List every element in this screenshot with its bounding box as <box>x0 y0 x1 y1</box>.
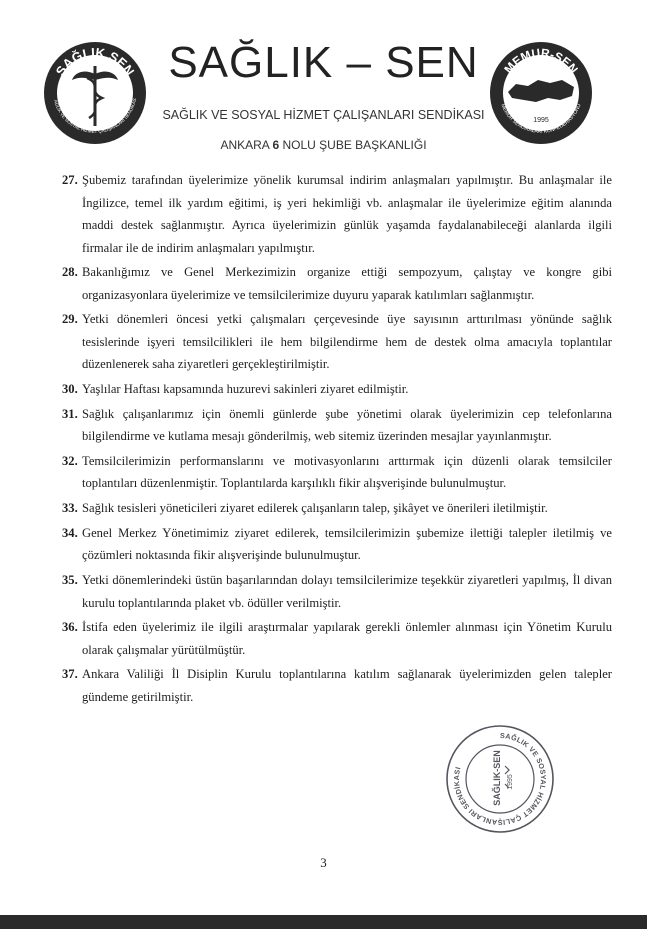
item-text: Yetki dönemlerindeki üstün başarılarından dolayı temsilcilerimize teşekkür ziyaretleri yapılmış, İl divan kurulu toplantılarında plaket vb. ödüller verilmiştir. <box>82 573 612 610</box>
list-item <box>62 378 612 401</box>
list-item <box>62 663 612 708</box>
branch-suffix: NOLU ŞUBE BAŞKANLIĞI <box>279 138 427 152</box>
item-text: Bakanlığımız ve Genel Merkezimizin organize ettiği sempozyum, çalıştay ve kongre gibi organizasyonlara üyelerimize ve temsilcilerimize duyuru yaparak katılımları sağlanmıştır. <box>82 265 612 302</box>
item-text: Temsilcilerimizin performanslarını ve motivasyonlarını arttırmak için düzenli olarak temsilciler toplantıları düzenlenmiştir. Toplantılarda karşılıklı fikir alışverişinde bulunulmuştur. <box>82 453 612 491</box>
scan-bottom-edge <box>0 915 647 929</box>
item-number: 34. <box>62 525 78 540</box>
list-item <box>62 308 612 376</box>
item-number: 28. <box>62 265 78 280</box>
list-item <box>62 497 612 520</box>
stamp-center-text: SAĞLIK-SEN <box>492 750 502 806</box>
item-number: 33. <box>62 501 78 516</box>
item-text: Yaşlılar Haftası kapsamında huzurevi sakinleri ziyaret edilmiştir. <box>82 382 409 397</box>
branch-number: 6 <box>272 138 280 152</box>
list-item <box>62 169 612 259</box>
right-logo-year: 1995 <box>533 117 549 124</box>
list-item <box>62 616 612 661</box>
item-number: 32. <box>62 453 78 468</box>
item-number: 30. <box>62 382 78 397</box>
saglik-sen-logo <box>42 40 148 146</box>
item-number: 29. <box>62 312 78 327</box>
right-logo-top-text: MEMUR-SEN <box>501 45 581 77</box>
item-number: 37. <box>62 667 78 682</box>
union-subtitle: SAĞLIK VE SOSYAL HİZMET ÇALIŞANLARI SENDİKASI <box>162 108 485 122</box>
stamp-year: 1995 <box>507 774 514 790</box>
left-logo-ring-text: AĞLIK VE SOSYAL HİZMET ÇALIŞANLARI SENDİKAS <box>53 97 138 134</box>
right-logo-ring-text: MEMUR SENDİKALARI KONFEDERASYONU <box>499 103 583 135</box>
item-number: 36. <box>62 620 78 635</box>
left-logo-top-text: SAĞLIK SEN <box>52 44 138 79</box>
item-text: Genel Merkez Yönetimimiz ziyaret edilerek, temsilcilerimizin şubemize ilettiği talepler iletilmiş ve çözümleri noktasında fikir alışverişinde bulunulmuştur. <box>82 525 612 563</box>
list-item <box>62 569 612 614</box>
item-text: İstifa eden üyelerimiz ile ilgili araştırmalar yapılarak gerekli önlemler alınması için Yönetim Kurulu olarak çalışmalar yürütülmüştür. <box>82 620 612 657</box>
branch-name <box>150 138 497 152</box>
item-text: Şubemiz tarafından üyelerimize yönelik kurumsal indirim anlaşmaları yapılmıştır. Bu anlaşmalar ile İngilizce, temel ilk yardım eğitimi, iş yeri hekimliği vb. anlaşmalar ile üyelerimize eğitim alanında maddi destek sağlanmıştır. Ayrıca üyelerimizin günlük yaşamda faydalanabileceği alanlarda ilgili firmalar ile de indirim anlaşmaları yapılmıştır. <box>82 173 612 255</box>
list-item <box>62 403 612 448</box>
memur-sen-logo <box>488 40 594 146</box>
list-item <box>62 261 612 306</box>
list-item <box>62 450 612 495</box>
page-number: 3 <box>320 855 327 870</box>
item-text: Yetki dönemleri öncesi yetki çalışmaları çerçevesinde üye sayısının arttırılması yönünde sağlık tesislerinde işyeri temsilcilikleri ile hem bilgilendirme hem de destek olma amacıyla toplantılar düzenlenerek saha ziyaretleri gerçekleştirilmiştir. <box>82 312 612 372</box>
item-number: 31. <box>62 406 78 421</box>
union-title: SAĞLIK – SEN <box>168 38 479 87</box>
branch-prefix: ANKARA <box>220 138 273 152</box>
stamp-ring-text: SAĞLIK VE SOSYAL HİZMET ÇALIŞANLARI SENDİKASI <box>451 730 549 828</box>
list-item <box>62 522 612 567</box>
item-text: Sağlık çalışanlarımız için önemli günlerde şube yönetimi olarak üyelerimizin cep telefonlarına bilgilendirme ve kutlama mesajı gönderilmiş, web sitemiz üzerinden mesajlar yayınlanmıştır. <box>82 406 612 444</box>
activity-list <box>62 169 612 711</box>
union-stamp <box>443 722 557 836</box>
item-text: Ankara Valiliği İl Disiplin Kurulu toplantılarına katılım sağlanarak üyelerimizden gelen talepler gündeme getirilmiştir. <box>82 667 612 704</box>
item-text: Sağlık tesisleri yöneticileri ziyaret edilerek çalışanların talep, şikâyet ve önerileri iletilmiştir. <box>82 501 548 516</box>
item-number: 35. <box>62 573 78 587</box>
item-number: 27. <box>62 173 78 187</box>
